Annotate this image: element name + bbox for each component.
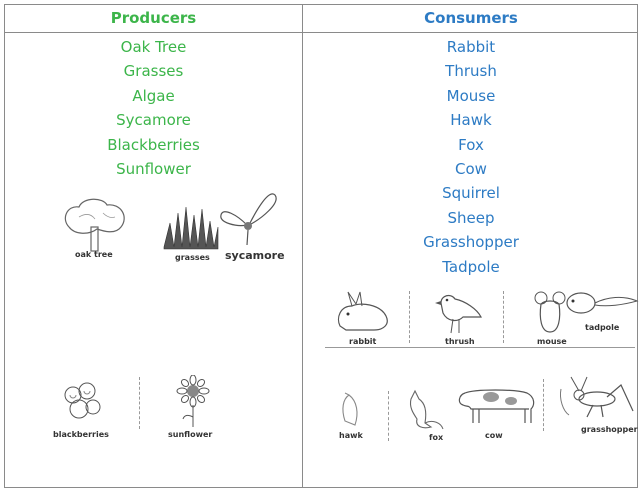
picture-underline [325,347,635,348]
producers-header: Producers [110,9,197,27]
tadpole-caption: tadpole [585,323,620,332]
consumer-item: Sheep [447,208,495,227]
consumer-item: Squirrel [442,184,500,203]
sycamore-caption: sycamore [225,249,285,262]
consumer-item: Rabbit [446,38,496,56]
picture-divider [409,291,410,343]
consumers-list [303,35,639,279]
cow-picture [455,385,539,427]
producer-item: Sycamore [116,111,191,130]
tadpole-picture [563,289,639,319]
consumer-item: Fox [458,135,484,154]
mouse-caption: mouse [537,337,567,346]
oak-tree-picture [59,197,131,253]
rabbit-picture [330,290,394,334]
producer-item: Algae [132,86,175,105]
blackberries-picture [61,377,103,427]
grasshopper-caption: grasshopper [581,425,638,434]
sunflower-picture [175,375,211,427]
fox-picture [405,389,445,431]
consumer-item: Grasshopper [423,233,519,252]
producer-item: Oak Tree [120,38,187,56]
cow-caption: cow [485,431,503,440]
consumer-item: Thrush [445,62,497,81]
sunflower-caption: sunflower [168,430,213,439]
consumer-item: Mouse [446,86,496,105]
grasses-picture [160,203,220,251]
grasses-caption: grasses [175,253,210,262]
picture-divider [388,391,389,441]
producer-item: Blackberries [107,135,200,154]
blackberries-caption: blackberries [53,430,109,439]
producers-consumers-table [4,4,638,488]
picture-divider [543,379,544,431]
mouse-picture [533,290,567,336]
producer-item: Sunflower [116,159,191,178]
consumer-item: Tadpole [442,257,500,276]
producer-item: Grasses [123,62,184,81]
hawk-caption: hawk [339,431,363,440]
producers-list [5,35,302,181]
picture-divider [139,377,140,429]
oak-tree-caption: oak tree [75,250,113,259]
thrush-picture [433,287,483,337]
thrush-caption: thrush [445,337,475,346]
hawk-picture [335,391,365,431]
consumers-header: Consumers [424,9,518,27]
rabbit-caption: rabbit [349,337,377,346]
header-rule [5,32,637,33]
consumer-item: Cow [455,159,487,178]
grasshopper-picture [557,375,639,421]
picture-divider [503,291,504,343]
sycamore-picture [217,185,281,249]
consumer-item: Hawk [450,111,492,130]
fox-caption: fox [429,433,444,442]
